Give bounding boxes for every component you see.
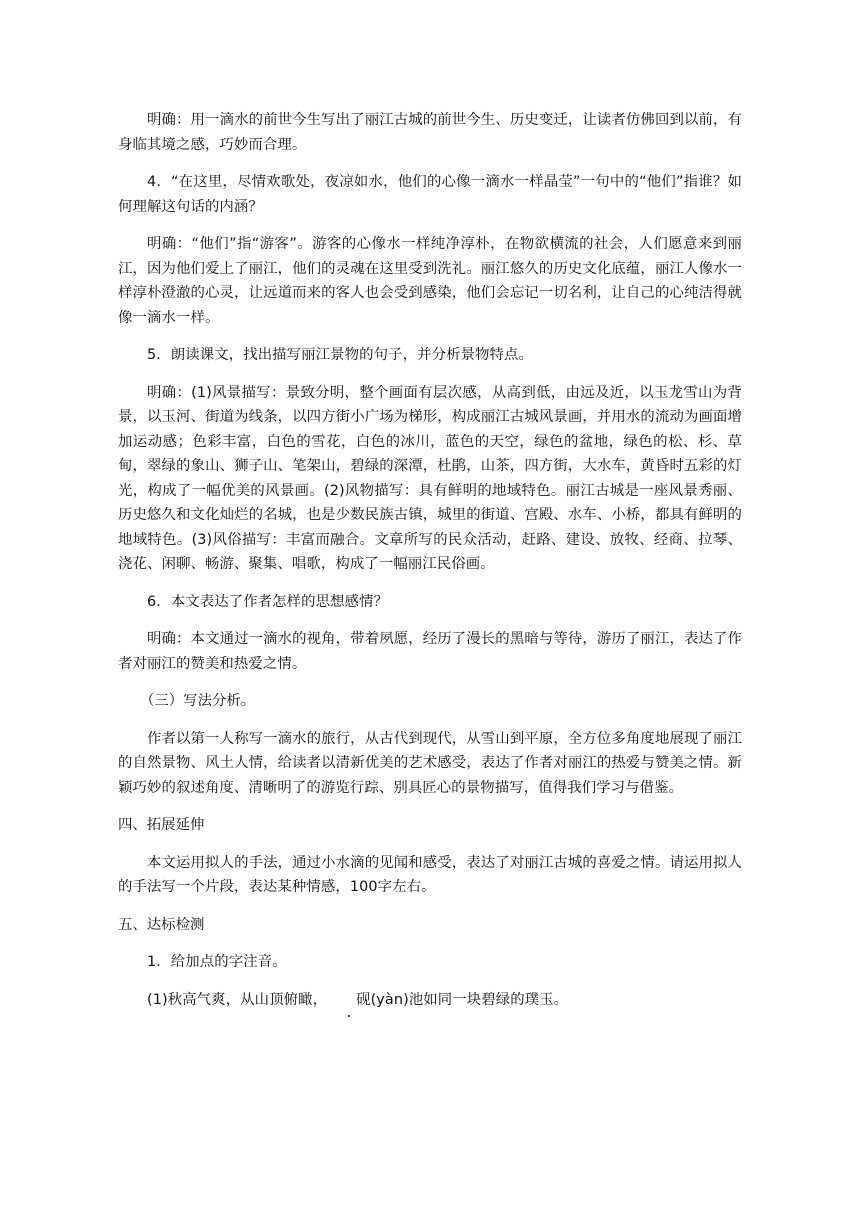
question-4: 4．“在这里，尽情欢歌处，夜凉如水，他们的心像一滴水一样晶莹”一句中的“他们”指谁？如何理解这句话的内涵？ [118, 174, 742, 215]
section-heading-assessment: 五、达标检测 [118, 916, 205, 933]
assessment-question-1: 1．给加点的字注音。 [147, 954, 287, 970]
document-page [118, 108, 742, 1025]
extension-paragraph: 本文运用拟人的手法，通过小水滴的见闻和感受，表达了对丽江古城的喜爱之情。请运用拟人的手法写一个片段，表达某种情感，100字左右。 [118, 854, 742, 895]
writing-analysis-paragraph: 作者以第一人称写一滴水的旅行，从古代到现代，从雪山到平原，全方位多角度地展现了丽江的自然景物、风土人情，给读者以清新优美的艺术感受，表达了作者对丽江的热爱与赞美之情。新颖巧妙的叙述角度、清晰明了的游览行踪、别具匠心的景物描写，值得我们学习与借鉴。 [118, 730, 742, 796]
assessment-item-1 [118, 988, 742, 1013]
assessment-item-text-after: (yàn)池如同一块碧绿的璞玉。 [370, 991, 569, 1008]
answer-paragraph-6: 明确：本文通过一滴水的视角，带着夙愿，经历了漫长的黑暗与等待，游历了丽江，表达了作者对丽江的赞美和热爱之情。 [118, 631, 742, 672]
answer-paragraph-5: 明确：(1)风景描写：景致分明，整个画面有层次感，从高到低，由远及近，以玉龙雪山为背景，以玉河、街道为线条，以四方街小广场为梯形，构成丽江古城风景画，并用水的流动为画面增加运动感；色彩丰富，白色的雪花，白色的冰川，蓝色的天空，绿色的盆地，绿色的松、杉、草甸，翠绿的象山、狮子山、笔架山，碧绿的深潭，杜鹃，山茶，四方街，大水车，黄昏时五彩的灯光，构成了一幅优美的风景画。(2)风物描写：具有鲜明的地域特色。丽江古城是一座风景秀丽、历史悠久和文化灿烂的名城，也是少数民族古镇，城里的街道、宫殿、水车、小桥，都具有鲜明的地域特色。(3)风俗描写：丰富而融合。文章所写的民众活动，赶路、建设、放牧、经商、拉琴、浇花、闲聊、畅游、聚集、唱歌，构成了一幅丽江民俗画。 [118, 384, 742, 572]
assessment-item-text-before: (1)秋高气爽，从山顶俯瞰， [147, 991, 328, 1008]
question-6: 6．本文表达了作者怎样的思想感情？ [147, 593, 389, 610]
question-5: 5．朗读课文，找出描写丽江景物的句子，并分析景物特点。 [147, 347, 534, 363]
answer-paragraph-4: 明确：“他们”指“游客”。游客的心像水一样纯净淳朴，在物欲横流的社会，人们愿意来到丽江，因为他们爱上了丽江，他们的灵魂在这里受到洗礼。丽江悠久的历史文化底蕴，丽江人像水一样淳朴澄澈的心灵，让远道而来的客人也会受到感染，他们会忘记一切名利，让自己的心纯洁得就像一滴水一样。 [118, 236, 742, 326]
answer-paragraph-1: 明确：用一滴水的前世今生写出了丽江古城的前世今生、历史变迁，让读者仿佛回到以前，有身临其境之感，巧妙而合理。 [118, 112, 742, 153]
section-heading-extension: 四、拓展延伸 [118, 817, 205, 833]
section-heading-writing-analysis: （三）写法分析。 [140, 693, 256, 709]
emphasized-character: 砚 [327, 988, 371, 1013]
